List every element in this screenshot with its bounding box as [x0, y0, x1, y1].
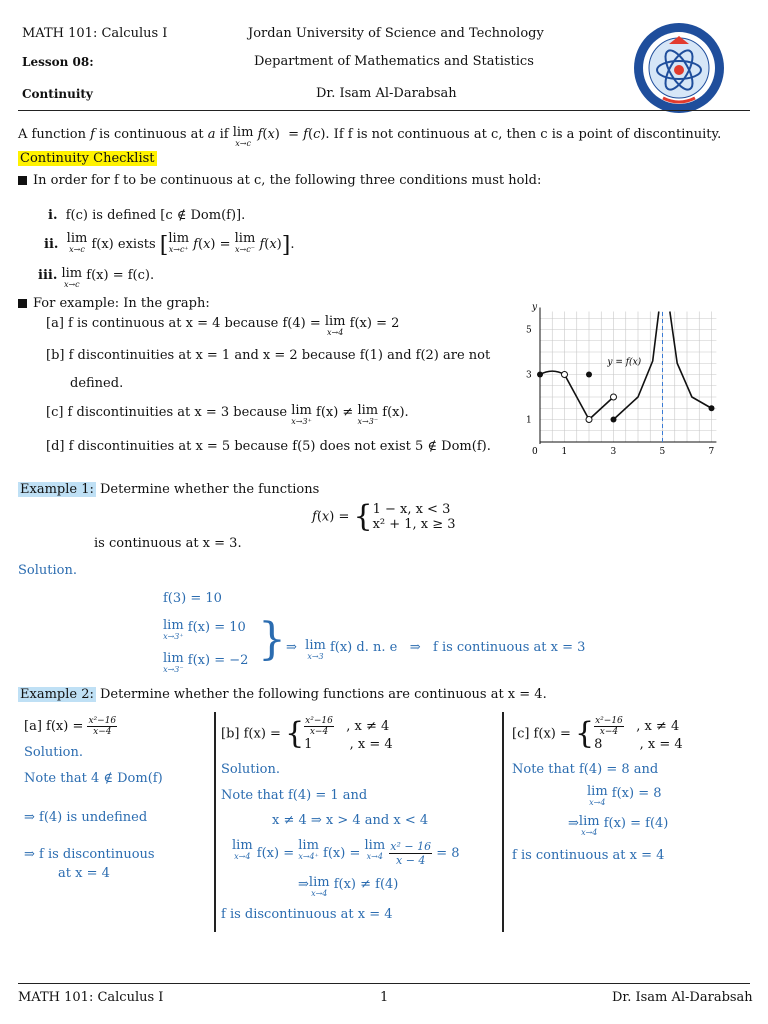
filled-point	[586, 372, 592, 378]
example1-f3: f(3) = 10	[163, 591, 222, 606]
curve-segment	[670, 312, 712, 409]
x-tick-label: 3	[610, 447, 617, 457]
x-tick-label: 0	[532, 447, 538, 457]
example2c-step: ⇒lim x→4 f(x) = f(4)	[568, 814, 669, 837]
y-tick-label: 1	[526, 415, 532, 426]
example2b-step: ⇒lim x→4 f(x) ≠ f(4)	[298, 875, 399, 898]
footer-instructor: Dr. Isam Al-Darabsah	[612, 990, 753, 1005]
bullet-icon	[18, 299, 27, 308]
function-graph	[516, 290, 726, 460]
bullet-icon	[18, 176, 27, 185]
condition-iii: iii. lim x→c f(x) = f(c).	[38, 266, 155, 289]
example2c-function: [c] f(x) = { $\frac{\text{x²−16}}{x-4}$ , x ≠ 4 8 , x = 4	[512, 716, 683, 752]
column-divider	[214, 712, 216, 932]
x-tick-label: 7	[708, 447, 715, 457]
graph-example-a: [a] f is continuous at x = 4 because f(4) = lim x→4 f(x) = 2	[46, 314, 400, 337]
column-divider	[502, 712, 504, 932]
header-university: Jordan University of Science and Technology	[248, 26, 544, 41]
example2b-condition: x ≠ 4 ⇒ x > 4 and x < 4	[272, 813, 429, 828]
graph-example-b1: [b] f discontinuities at x = 1 and x = 2 because f(1) and f(2) are not	[46, 348, 491, 363]
condition-ii: ii. lim x→c f(x) exists [lim x→c⁺ f(x) = lim x→c⁻ f(x)].	[44, 231, 295, 258]
footer-course: MATH 101: Calculus I	[18, 990, 164, 1005]
graph-example-lead: For example: In the graph:	[18, 296, 210, 311]
example2b-note: Note that f(4) = 1 and	[221, 788, 368, 803]
x-tick-label: 5	[659, 447, 666, 457]
example2a-function: [a] f(x) = $\frac{\text{x²−16}}{x-4}$	[24, 716, 117, 737]
example1-conclusion: ⇒ lim x→3 f(x) d. n. e ⇒ f is continuous at x = 3	[286, 638, 586, 661]
example2-prompt: Example 2: Determine whether the following functions are continuous at x = 4.	[20, 687, 547, 702]
example2a-step: ⇒ f(4) is undefined	[24, 810, 148, 825]
example1-prompt: Example 1: Determine whether the functions	[20, 482, 320, 497]
y-tick-label: 5	[526, 325, 532, 336]
open-point	[562, 372, 568, 378]
definition-line: A function f is continuous at a if lim x→c f(x) = f(c). If f is not continuous at c, then c is a point of discontinuity.	[18, 125, 722, 148]
example1-lim-left: lim x→3⁻ f(x) = −2	[163, 651, 249, 674]
example2b-solution: Solution.	[221, 762, 280, 777]
header-instructor: Dr. Isam Al-Darabsah	[316, 86, 457, 101]
filled-point	[611, 417, 617, 423]
curve-label: y = f(x)	[607, 357, 642, 368]
open-point	[586, 417, 592, 423]
example2c-note: Note that f(4) = 8 and	[512, 762, 659, 777]
y-axis-label: y	[532, 302, 538, 313]
header-rule	[18, 110, 750, 111]
example2b-function: [b] f(x) = { $\frac{\text{x²−16}}{x-4}$ , x ≠ 4 1 , x = 4	[221, 716, 393, 752]
example2a-conclusion-2: at x = 4	[58, 866, 110, 881]
example2a-solution: Solution.	[24, 745, 83, 760]
header-department: Department of Mathematics and Statistics	[254, 54, 534, 69]
y-tick-label: 3	[526, 370, 532, 381]
example2a-conclusion: ⇒ f is discontinuous	[24, 847, 155, 862]
footer-page-number: 1	[380, 990, 389, 1005]
open-point	[611, 394, 617, 400]
checklist-title: Continuity Checklist	[20, 151, 155, 166]
example1-right-brace: }	[258, 614, 286, 665]
header-lesson: Lesson 08:	[22, 55, 94, 69]
university-logo	[633, 22, 725, 114]
x-tick-label: 1	[561, 447, 568, 457]
example1-solution: Solution.	[18, 563, 77, 578]
example2c-conclusion: f is continuous at x = 4	[512, 848, 665, 863]
example2b-equation: lim x→4 f(x) = lim x→4⁺ f(x) = lim x→4 $\frac{\text{x² − 16}}{x - 4}$ = 8	[232, 838, 460, 867]
condition-i: i. f(c) is defined [c ∉ Dom(f)].	[48, 208, 246, 223]
graph-example-b2: defined.	[70, 376, 124, 391]
graph-example-c: [c] f discontinuities at x = 3 because lim x→3⁺ f(x) ≠ lim x→3⁻ f(x).	[46, 403, 409, 426]
example1-function: f(x) = { 1 − x, x < 3 x² + 1, x ≥ 3	[312, 499, 456, 534]
example2c-limit: lim x→4 f(x) = 8	[587, 784, 662, 807]
header-course: MATH 101: Calculus I	[22, 26, 168, 41]
filled-point	[709, 405, 715, 411]
example2b-conclusion: f is discontinuous at x = 4	[221, 907, 393, 922]
graph-example-d: [d] f discontinuities at x = 5 because f(5) does not exist 5 ∉ Dom(f).	[46, 439, 491, 454]
footer-rule	[18, 983, 750, 984]
example1-tail: is continuous at x = 3.	[94, 536, 242, 551]
header-topic: Continuity	[22, 87, 93, 101]
conditions-lead: In order for f to be continuous at c, the following three conditions must hold:	[18, 173, 541, 188]
example1-lim-right: lim x→3⁺ f(x) = 10	[163, 618, 246, 641]
example2a-note: Note that 4 ∉ Dom(f)	[24, 771, 163, 786]
filled-point	[537, 372, 543, 378]
